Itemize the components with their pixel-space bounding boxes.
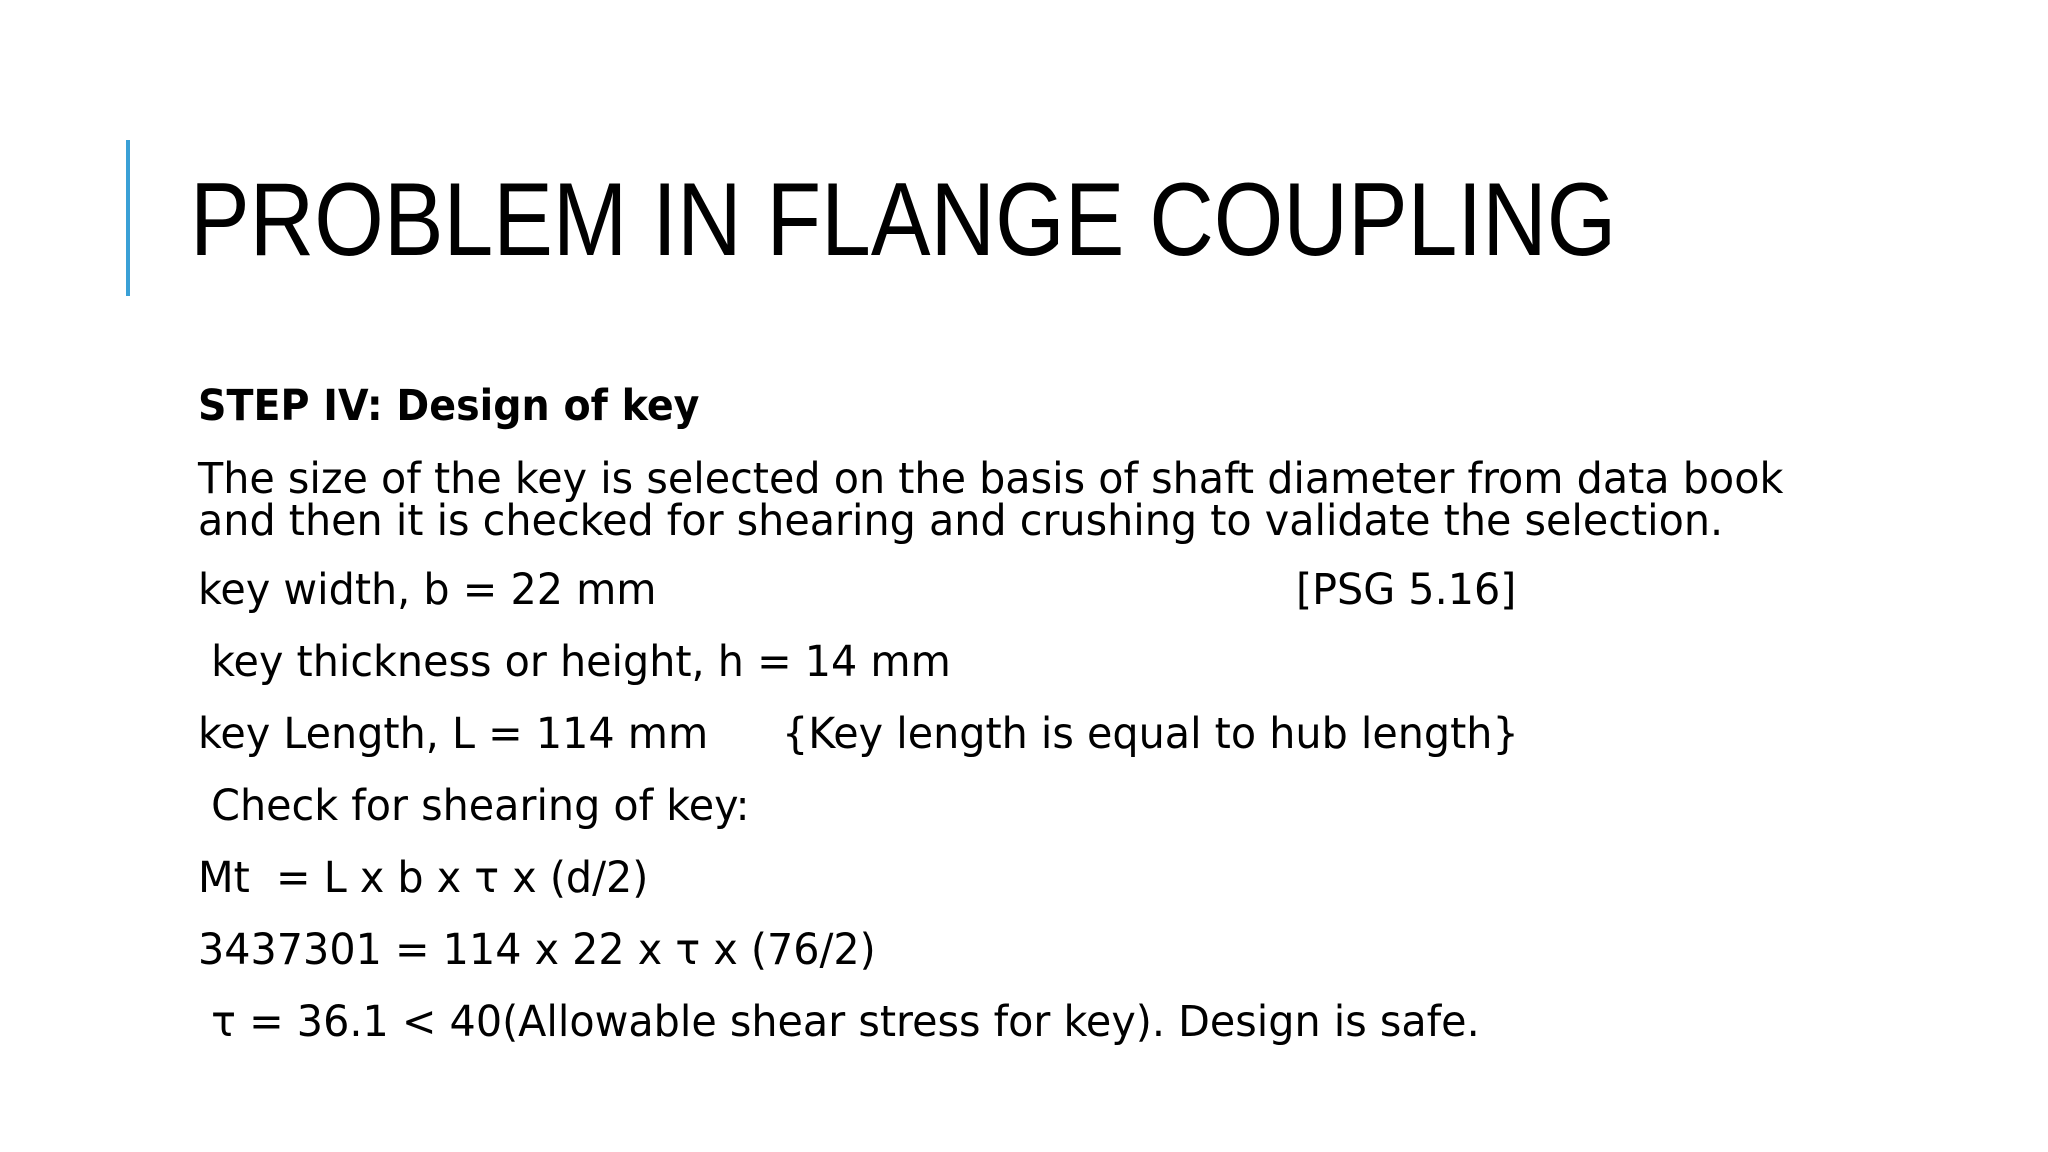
shear-check-heading: Check for shearing of key: (198, 781, 750, 831)
key-length-note: {Key length is equal to hub length} (782, 709, 1519, 759)
key-thickness-line: key thickness or height, h = 14 mm (198, 637, 951, 687)
step-heading: STEP IV: Design of key (198, 381, 700, 431)
title-accent-bar (126, 140, 130, 296)
shear-stress-result: τ = 36.1 < 40(Allowable shear stress for key). Design is safe. (198, 997, 1480, 1047)
slide-title: PROBLEM IN FLANGE COUPLING (190, 162, 1617, 278)
torque-formula: Mt = L x b x τ x (d/2) (198, 853, 649, 903)
intro-paragraph: The size of the key is selected on the basis of shaft diameter from data book and then it is checked for shearing and crushing to validate the selection. (198, 454, 1784, 546)
key-width-reference: [PSG 5.16] (1296, 565, 1517, 615)
torque-substitution: 3437301 = 114 x 22 x τ x (76/2) (198, 925, 876, 975)
key-width-line: key width, b = 22 mm (198, 565, 657, 615)
key-length-line: key Length, L = 114 mm (198, 709, 709, 759)
